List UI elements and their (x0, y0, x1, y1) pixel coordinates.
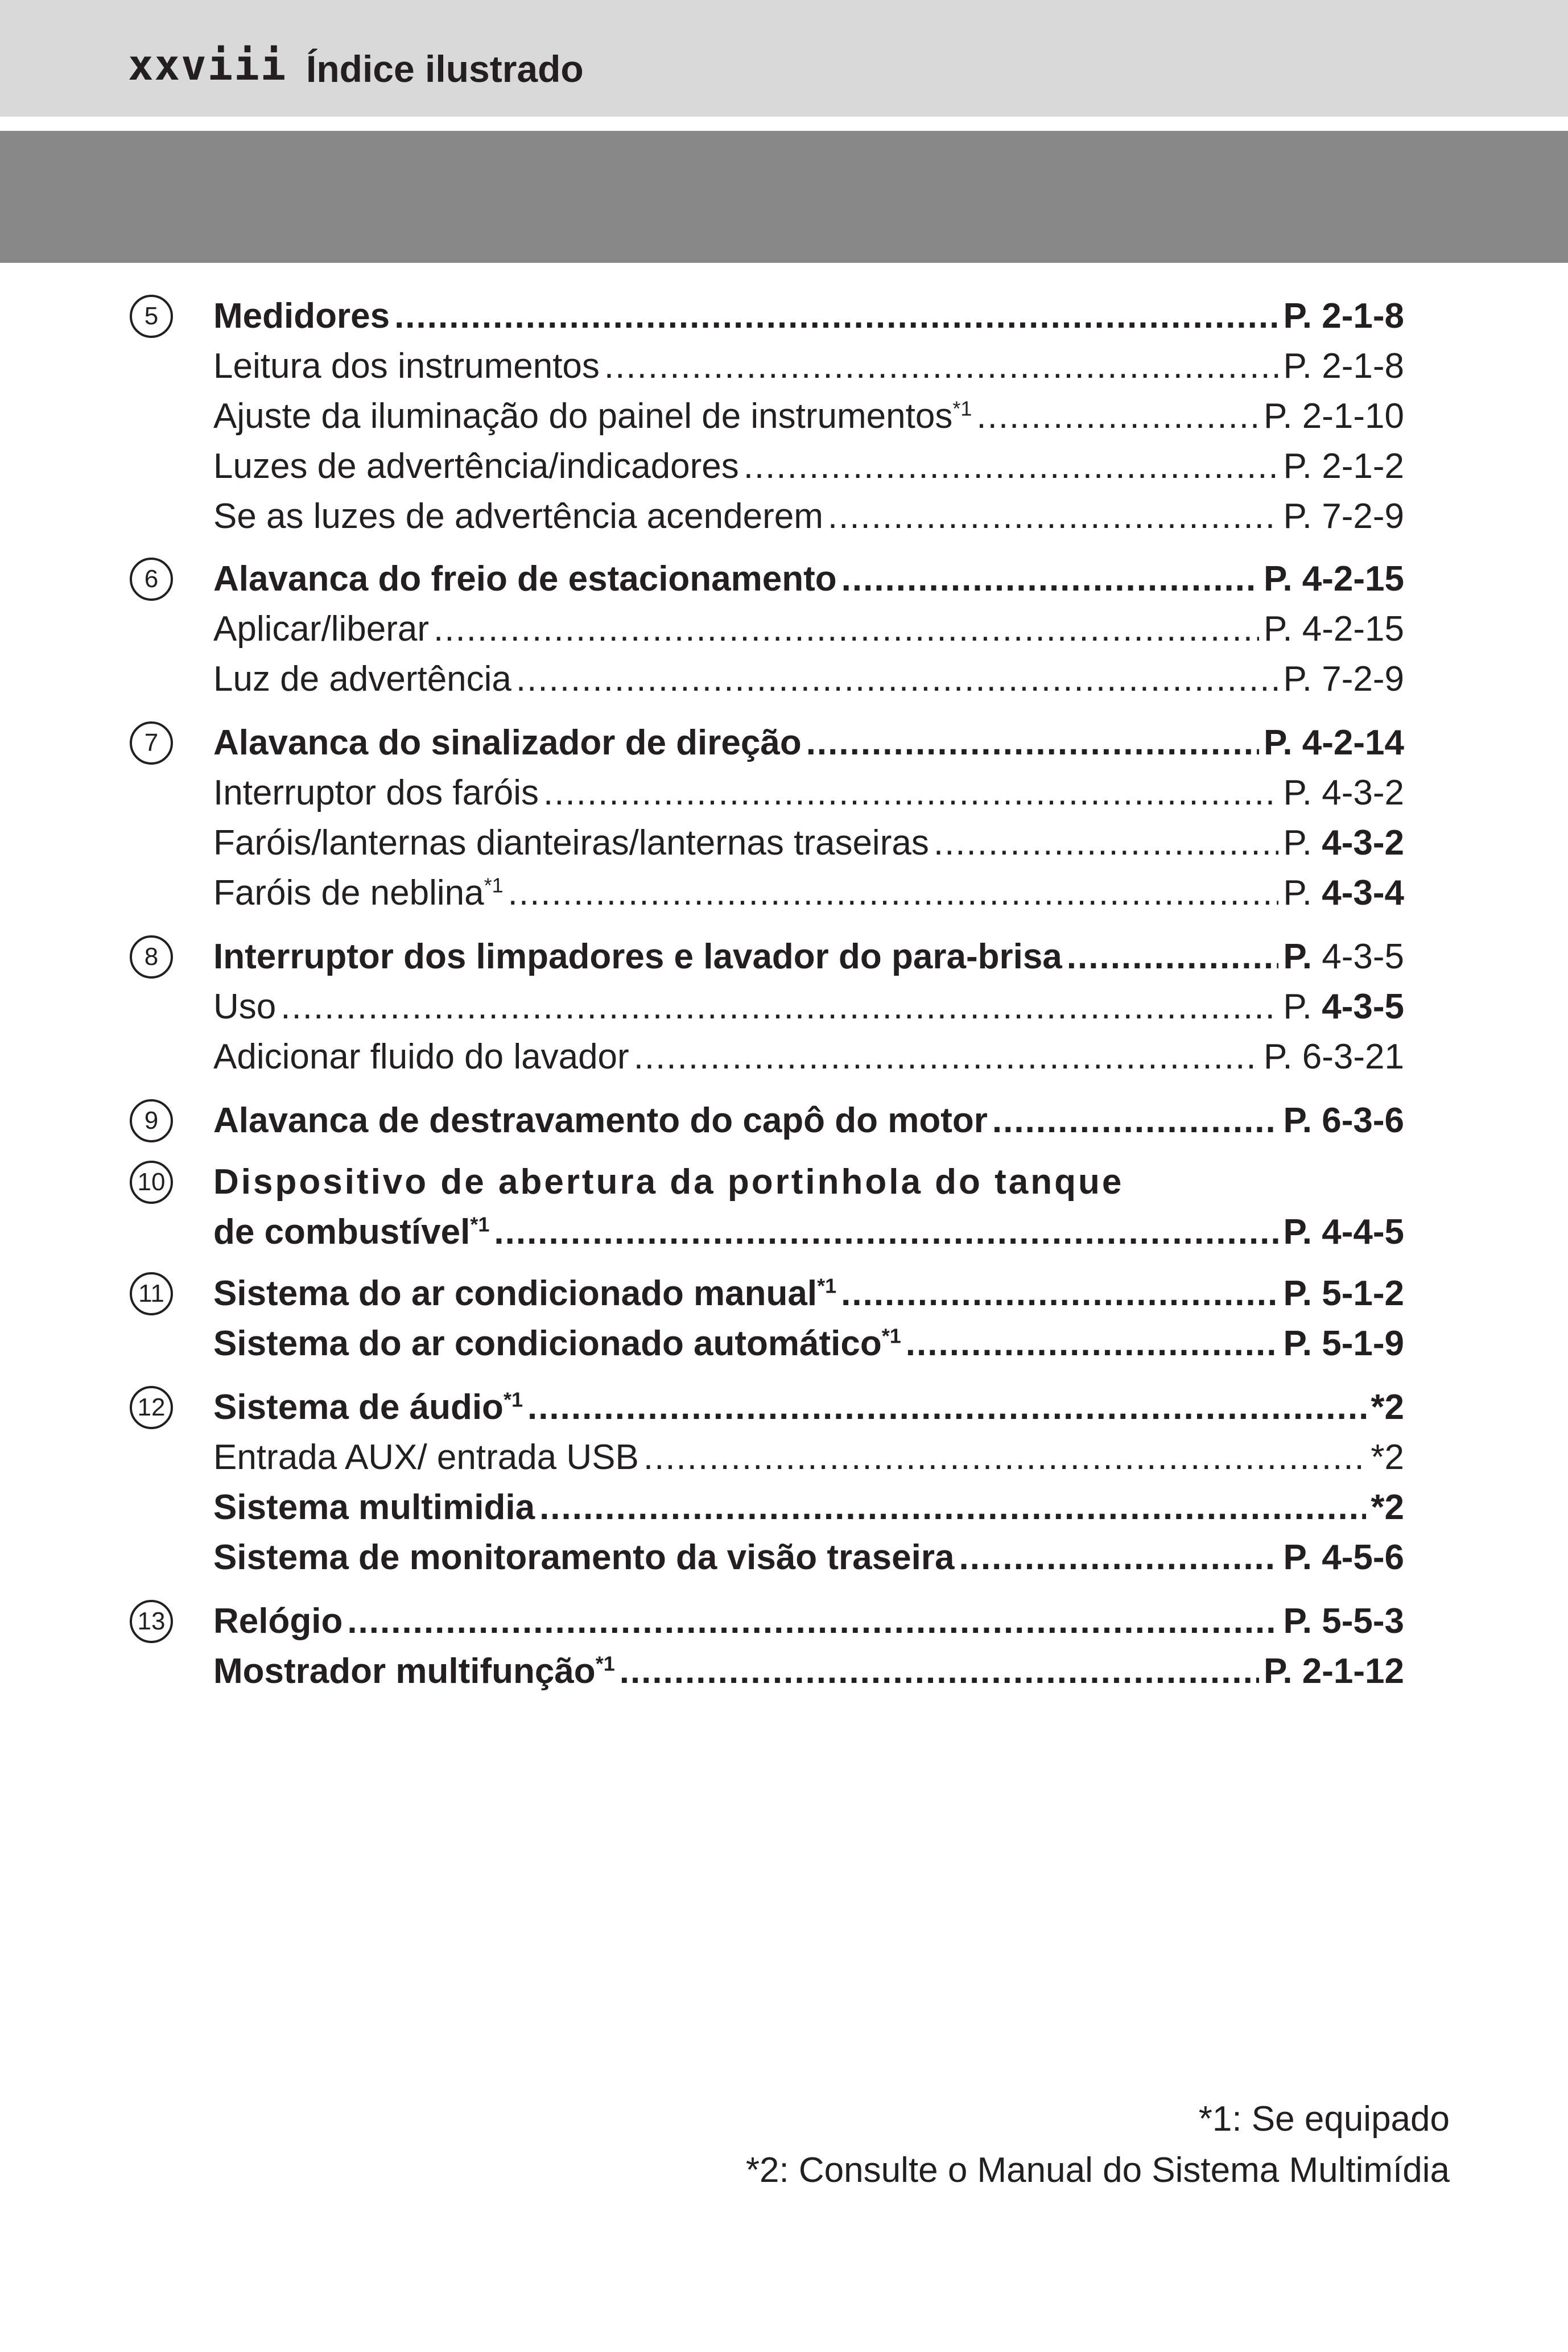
page-reference: P. 2-1-8 (1283, 346, 1404, 386)
page-reference: P. 6-3-21 (1263, 1037, 1404, 1076)
footnote-marker: *1 (470, 1212, 490, 1236)
page-reference: P. 2-1-10 (1263, 397, 1404, 436)
entry-label: de combustível (213, 1212, 471, 1252)
footnote-marker: *1 (595, 1652, 615, 1676)
dot-leader (347, 1596, 1278, 1647)
dot-leader (543, 768, 1278, 818)
footnote-marker: *1 (817, 1274, 837, 1298)
dot-leader (806, 718, 1259, 768)
entry-label: Sistema do ar condicionado manual (213, 1274, 818, 1313)
entry-label: Sistema de monitoramento da visão traseira (213, 1538, 955, 1577)
dark-band (0, 131, 1568, 263)
page-reference: P. 7-2-9 (1283, 497, 1404, 536)
page-reference: P. 5-1-2 (1283, 1274, 1404, 1313)
footnote-marker: *1 (881, 1324, 901, 1348)
entry-line[interactable] (213, 1596, 1404, 1647)
dot-leader (539, 1483, 1366, 1533)
entry-label: Leitura dos instrumentos (213, 346, 600, 386)
page-reference: P. 5-5-3 (1283, 1602, 1404, 1641)
entry-label: Interruptor dos limpadores e lavador do para-brisa (213, 937, 1062, 976)
entry-label: Alavanca do sinalizador de direção (213, 723, 802, 762)
circled-number: 13 (130, 1600, 173, 1643)
dot-leader (434, 604, 1259, 654)
entry-line[interactable] (213, 1319, 1404, 1369)
dot-leader (934, 818, 1279, 868)
page-reference: P. 4-2-14 (1263, 723, 1404, 762)
page-number: xxviii (128, 41, 287, 90)
dot-leader (620, 1647, 1259, 1697)
entry-line[interactable] (213, 982, 1404, 1032)
page-reference: P. 6-3-6 (1283, 1101, 1404, 1140)
entry-line[interactable] (213, 341, 1404, 391)
entry-label: Medidores (213, 296, 390, 336)
entry-line[interactable] (213, 718, 1404, 768)
entry-label: Luz de advertência (213, 659, 511, 699)
dot-leader (516, 654, 1279, 704)
entry-label: Sistema do ar condicionado automático (213, 1324, 882, 1363)
entry-label: Interruptor dos faróis (213, 773, 539, 812)
footnote-marker: *1 (952, 397, 972, 420)
page-reference: P. 7-2-9 (1283, 659, 1404, 699)
entry-line[interactable] (213, 1533, 1404, 1583)
entry-label[interactable]: Dispositivo de abertura da portinhola do tanque (213, 1162, 1124, 1202)
page-reference: P. 2-1-2 (1283, 447, 1404, 486)
entry-label: Luzes de advertência/indicadores (213, 447, 739, 486)
dot-leader (280, 982, 1278, 1032)
entry-line[interactable] (213, 441, 1404, 492)
page-reference: P. 5-1-9 (1283, 1324, 1404, 1363)
entry-line[interactable] (213, 554, 1404, 604)
dot-leader (959, 1533, 1278, 1583)
dot-leader (992, 1096, 1279, 1146)
dot-leader (976, 391, 1259, 441)
entry-line[interactable] (213, 291, 1404, 341)
entry-label: Alavanca do freio de estacionamento (213, 559, 837, 599)
entry-line[interactable] (213, 1483, 1404, 1533)
circled-number: 6 (130, 558, 173, 601)
dot-leader (508, 868, 1279, 918)
entry-line[interactable] (213, 1269, 1404, 1319)
page-reference: P. 4-4-5 (1283, 1212, 1404, 1252)
entry-label: Mostrador multifunção (213, 1652, 596, 1691)
page-reference: P. 2-1-8 (1283, 296, 1404, 336)
entry-label: Uso (213, 987, 277, 1026)
dot-leader (394, 291, 1278, 341)
entry-label: Relógio (213, 1602, 343, 1641)
entry-line[interactable] (213, 1433, 1404, 1483)
entry-label: Se as luzes de advertência acenderem (213, 497, 823, 536)
entry-label: Faróis de neblina (213, 873, 484, 913)
dot-leader (841, 554, 1259, 604)
entry-label: Sistema de áudio (213, 1388, 504, 1427)
entry-label: Sistema multimidia (213, 1488, 535, 1527)
circled-number: 11 (130, 1272, 173, 1315)
entry-label: Alavanca de destravamento do capô do motor (213, 1101, 988, 1140)
circled-number: 8 (130, 935, 173, 979)
page-reference: P. 4-3-4 (1283, 873, 1404, 913)
entry-line[interactable] (213, 492, 1404, 542)
entry-label: Adicionar fluido do lavador (213, 1037, 629, 1076)
entry-label: Ajuste da iluminação do painel de instrumentos (213, 397, 953, 436)
page-reference: P. 4-5-6 (1283, 1538, 1404, 1577)
circled-number: 10 (130, 1161, 173, 1204)
entry-line[interactable] (213, 932, 1404, 982)
circled-number: 5 (130, 295, 173, 338)
page-reference: *2 (1371, 1388, 1404, 1427)
dot-leader (841, 1269, 1278, 1319)
dot-leader (494, 1207, 1278, 1257)
footnote-marker: *1 (503, 1388, 523, 1412)
circled-number: 7 (130, 721, 173, 765)
circled-number: 9 (130, 1099, 173, 1142)
dot-leader (604, 341, 1279, 391)
entry-line[interactable] (213, 1207, 1404, 1257)
page-reference: P. 4-2-15 (1263, 559, 1404, 599)
entry-line[interactable] (213, 604, 1404, 654)
entry-line[interactable] (213, 868, 1404, 918)
entry-line[interactable] (213, 1032, 1404, 1082)
page-reference: P. 4-3-2 (1283, 773, 1404, 812)
dot-leader (1067, 932, 1279, 982)
entry-label: Faróis/lanternas dianteiras/lanternas traseiras (213, 823, 929, 863)
dot-leader (527, 1383, 1366, 1433)
section-title: Índice ilustrado (306, 48, 584, 90)
page-reference: *2 (1371, 1488, 1404, 1527)
circled-number: 12 (130, 1386, 173, 1429)
footnote-2: *2: Consulte o Manual do Sistema Multimídia (745, 2151, 1450, 2190)
page-reference: P. 4-3-5 (1283, 987, 1404, 1026)
dot-leader (643, 1433, 1367, 1483)
entry-line[interactable] (213, 818, 1404, 868)
entry-label: Aplicar/liberar (213, 609, 430, 649)
page-reference: P. 4-3-5 (1283, 937, 1404, 976)
dot-leader (634, 1032, 1259, 1082)
page-reference: P. 4-2-15 (1263, 609, 1404, 649)
footnote-1: *1: Se equipado (1198, 2099, 1450, 2139)
header-gap (0, 117, 1568, 131)
page-reference: P. 4-3-2 (1283, 823, 1404, 863)
entry-line[interactable] (213, 391, 1404, 441)
entry-line[interactable] (213, 654, 1404, 704)
entry-line[interactable] (213, 1096, 1404, 1146)
dot-leader (828, 492, 1279, 542)
entry-label: Entrada AUX/ entrada USB (213, 1438, 639, 1477)
dot-leader (744, 441, 1279, 492)
footnote-marker: *1 (484, 873, 504, 897)
entry-line[interactable] (213, 768, 1404, 818)
page-reference: P. 2-1-12 (1263, 1652, 1404, 1691)
page-reference: *2 (1371, 1438, 1404, 1477)
entry-line[interactable] (213, 1383, 1404, 1433)
dot-leader (906, 1319, 1279, 1369)
entry-line[interactable] (213, 1647, 1404, 1697)
footnotes (746, 2094, 1450, 2196)
